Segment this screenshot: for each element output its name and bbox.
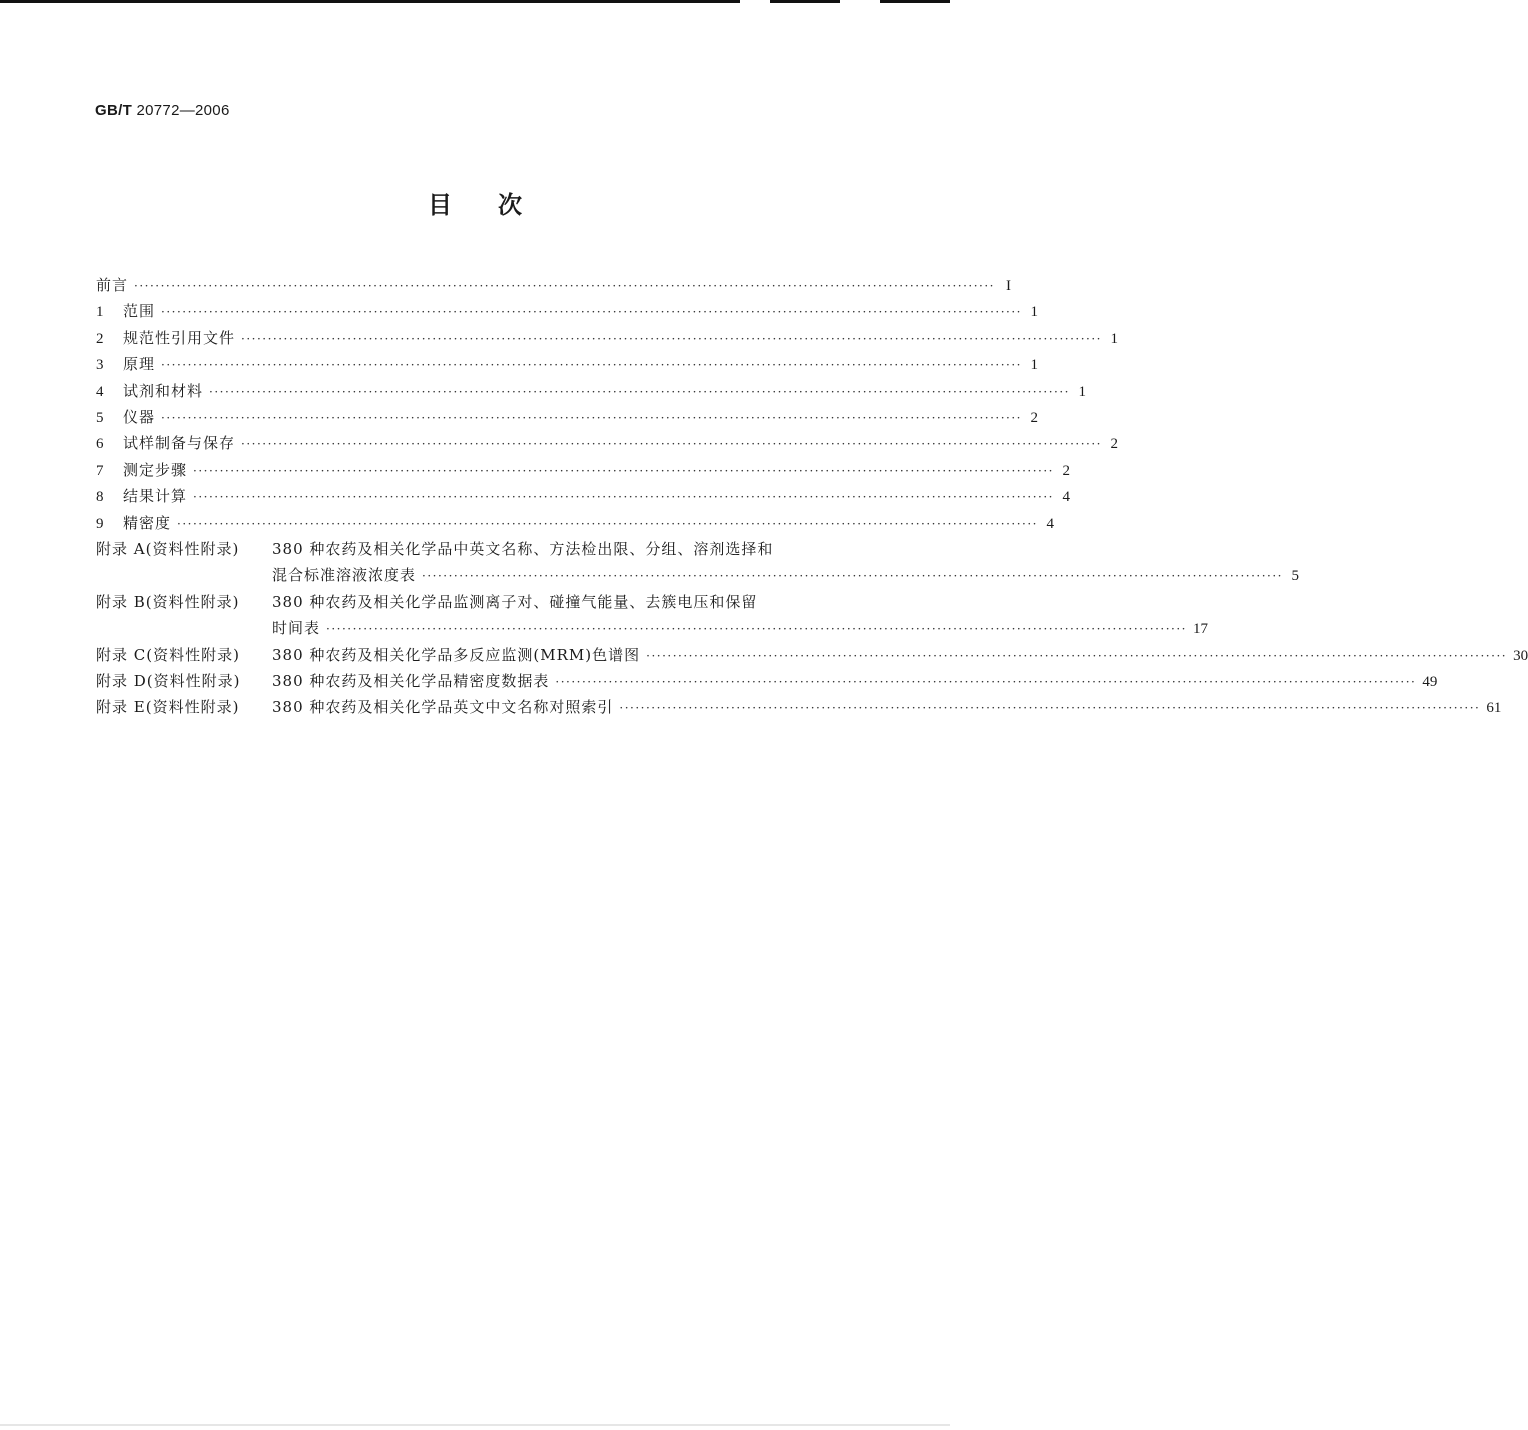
toc-page: 1	[1078, 383, 1086, 400]
toc-page: 4	[1062, 489, 1070, 506]
appendix-title-line1: 380 种农药及相关化学品监测离子对、碰撞气能量、去簇电压和保留	[272, 592, 758, 611]
toc-label: 结果计算	[123, 487, 188, 506]
toc-page: 1	[1030, 304, 1038, 321]
toc-label: 试剂和材料	[123, 381, 204, 400]
toc-page: I	[1005, 278, 1011, 294]
toc-label: 仪器	[123, 407, 156, 426]
appendix-title: 380 种农药及相关化学品精密度数据表	[272, 671, 550, 690]
toc-number: 5	[96, 409, 104, 426]
toc-label: 试样制备与保存	[123, 434, 236, 453]
toc-entry[interactable]	[96, 457, 1070, 483]
toc-page: 61	[1486, 700, 1502, 717]
toc-leader-dots	[177, 511, 1038, 537]
appendix-prefix: 附录 A(资料性附录)	[96, 539, 240, 558]
toc-number: 1	[96, 304, 104, 321]
toc-leader-dots	[161, 299, 1022, 325]
standard-prefix: GB/T	[95, 102, 133, 119]
appendix-title-line1: 380 种农药及相关化学品中英文名称、方法检出限、分组、溶剂选择和	[272, 539, 774, 558]
toc-leader-dots	[422, 563, 1283, 589]
table-of-contents	[96, 272, 1528, 721]
appendix-title-line2: 混合标准溶液浓度表	[272, 566, 417, 585]
toc-leader-dots	[134, 273, 995, 299]
page-title: 目次	[428, 191, 568, 219]
standard-number: 20772—2006	[136, 102, 230, 119]
scan-bottom-edge	[0, 1424, 950, 1426]
toc-page: 4	[1046, 515, 1054, 532]
appendix-title-line2: 时间表	[272, 619, 321, 638]
toc-entry[interactable]	[96, 325, 1118, 351]
toc-entry[interactable]	[96, 298, 1038, 324]
toc-leader-dots	[326, 616, 1187, 642]
toc-entry[interactable]	[96, 378, 1086, 404]
toc-leader-dots	[241, 431, 1102, 457]
toc-appendix-entry[interactable]	[96, 642, 1528, 668]
toc-number: 3	[96, 357, 104, 374]
toc-number: 6	[96, 436, 104, 453]
toc-entry[interactable]	[96, 404, 1038, 430]
toc-label: 范围	[123, 302, 156, 321]
toc-appendix-entry[interactable]	[96, 589, 1208, 642]
toc-leader-dots	[161, 352, 1022, 378]
toc-label: 前言	[96, 276, 129, 294]
toc-leader-dots	[555, 669, 1416, 695]
toc-label: 规范性引用文件	[123, 328, 236, 347]
scan-top-border	[0, 0, 950, 3]
toc-entry[interactable]	[96, 483, 1070, 509]
toc-appendix-entry[interactable]	[96, 694, 1502, 720]
toc-entry[interactable]	[96, 351, 1038, 377]
toc-leader-dots	[209, 379, 1070, 405]
toc-appendix-entry[interactable]	[96, 536, 1299, 589]
toc-page: 1	[1030, 357, 1038, 374]
toc-leader-dots	[193, 458, 1054, 484]
appendix-title: 380 种农药及相关化学品多反应监测(MRM)色谱图	[272, 645, 641, 664]
toc-page: 2	[1062, 462, 1070, 479]
toc-leader-dots	[161, 405, 1022, 431]
toc-leader-dots	[241, 326, 1102, 352]
toc-label: 测定步骤	[123, 460, 188, 479]
appendix-prefix: 附录 B(资料性附录)	[96, 592, 240, 611]
toc-number: 7	[96, 462, 104, 479]
toc-page: 2	[1110, 436, 1118, 453]
toc-page: 49	[1422, 673, 1438, 690]
toc-number: 2	[96, 330, 104, 347]
toc-leader-dots	[619, 695, 1480, 721]
scan-border-gap	[840, 0, 880, 3]
toc-label: 精密度	[123, 513, 172, 532]
toc-number: 9	[96, 515, 104, 532]
scan-border-gap	[740, 0, 770, 3]
toc-page: 30	[1513, 647, 1528, 664]
toc-appendix-entry[interactable]	[96, 668, 1438, 694]
toc-leader-dots	[646, 643, 1507, 669]
toc-entry[interactable]	[96, 510, 1054, 536]
toc-page: 5	[1291, 568, 1299, 585]
toc-entry[interactable]	[96, 272, 1011, 298]
toc-number: 4	[96, 383, 104, 400]
standard-code	[95, 102, 230, 119]
toc-page: 1	[1110, 330, 1118, 347]
toc-entry[interactable]	[96, 430, 1118, 456]
toc-page: 2	[1030, 409, 1038, 426]
appendix-title: 380 种农药及相关化学品英文中文名称对照索引	[272, 698, 614, 717]
appendix-prefix: 附录 E(资料性附录)	[96, 698, 240, 717]
appendix-prefix: 附录 C(资料性附录)	[96, 645, 240, 664]
toc-leader-dots	[193, 484, 1054, 510]
toc-page: 17	[1192, 621, 1208, 638]
toc-label: 原理	[123, 355, 156, 374]
toc-number: 8	[96, 489, 104, 506]
appendix-prefix: 附录 D(资料性附录)	[96, 671, 241, 690]
